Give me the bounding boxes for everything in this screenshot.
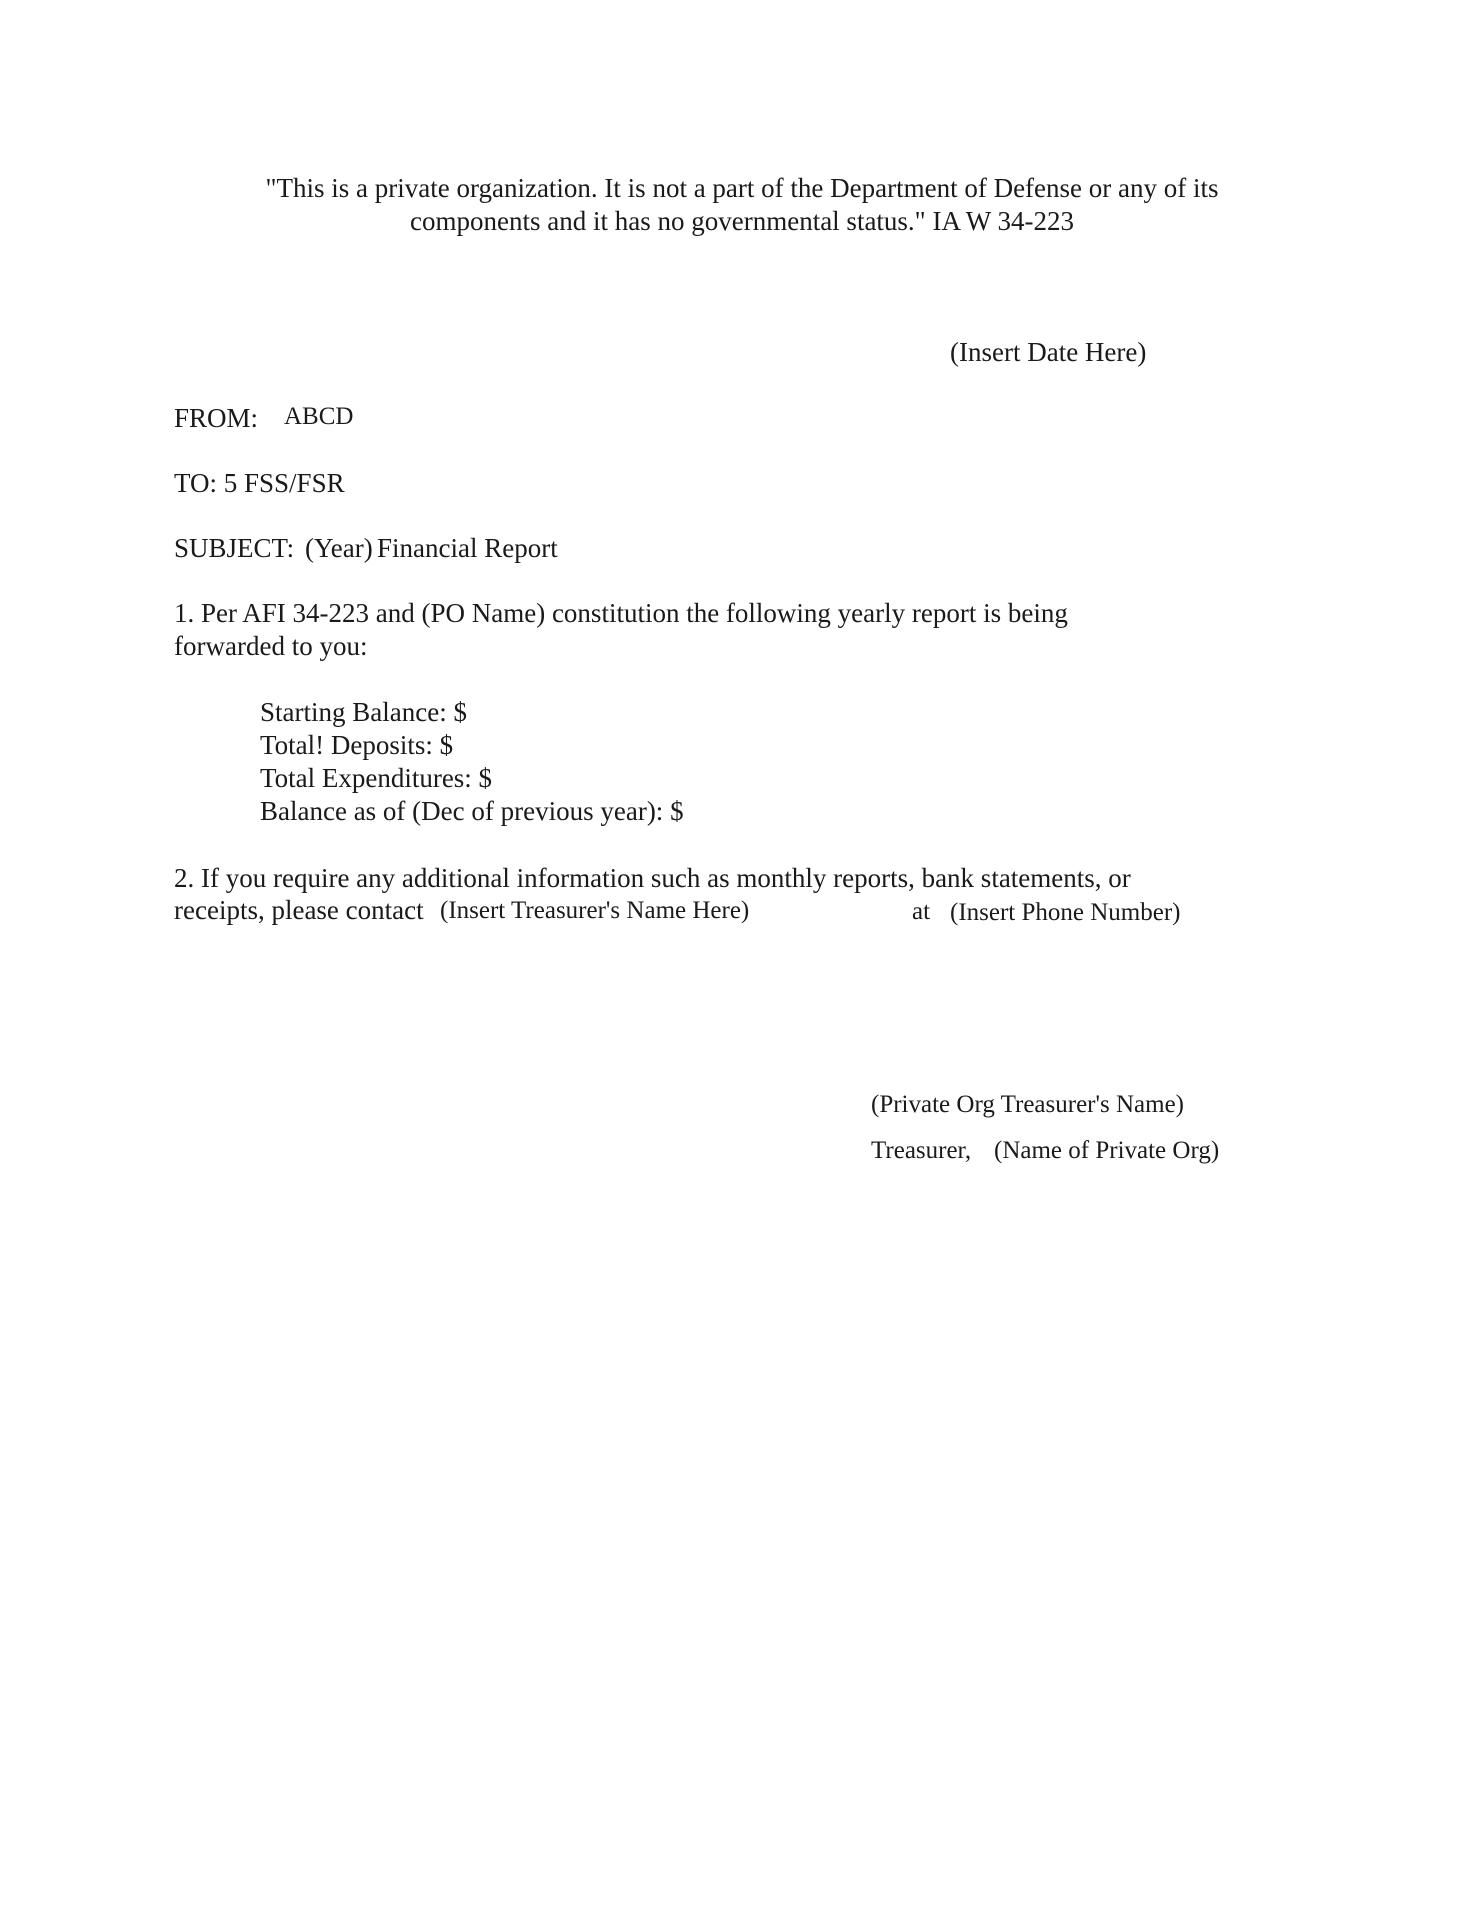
balance-as-of-line: Balance as of (Dec of previous year): $	[260, 796, 684, 826]
at-word: at	[912, 898, 931, 925]
signature-org-name: (Name of Private Org)	[994, 1137, 1220, 1164]
from-label: FROM:	[174, 403, 259, 433]
treasurer-name-placeholder: (Insert Treasurer's Name Here)	[440, 897, 750, 924]
total-deposits-line: Total! Deposits: $	[260, 730, 454, 760]
signature-name: (Private Org Treasurer's Name)	[871, 1091, 1185, 1118]
starting-balance-line: Starting Balance: $	[260, 697, 467, 727]
disclaimer-line-2: components and it has no governmental status." IA W 34-223	[410, 206, 1074, 236]
date-placeholder: (Insert Date Here)	[950, 337, 1147, 367]
paragraph-1-line-2: forwarded to you:	[174, 631, 368, 661]
total-expenditures-line: Total Expenditures: $	[260, 763, 493, 793]
subject-year: (Year)	[305, 533, 373, 563]
from-value: ABCD	[284, 403, 354, 430]
disclaimer	[200, 172, 1284, 238]
paragraph-2-prefix: receipts, please contact	[174, 895, 424, 925]
paragraph-2-line-1: 2. If you require any additional information such as monthly reports, bank statements, or	[174, 863, 1131, 893]
balance-list	[260, 696, 684, 828]
phone-number-placeholder: (Insert Phone Number)	[950, 899, 1181, 926]
subject-label: SUBJECT:	[174, 533, 295, 563]
signature-title: Treasurer,	[871, 1137, 972, 1164]
paragraph-1-line-1: 1. Per AFI 34-223 and (PO Name) constitution the following yearly report is being	[174, 598, 1068, 628]
paragraph-1	[174, 597, 1174, 663]
subject-text: Financial Report	[377, 533, 558, 563]
to-line: TO: 5 FSS/FSR	[174, 468, 345, 498]
disclaimer-line-1: "This is a private organization. It is not a part of the Department of Defense or any of its	[265, 173, 1219, 203]
